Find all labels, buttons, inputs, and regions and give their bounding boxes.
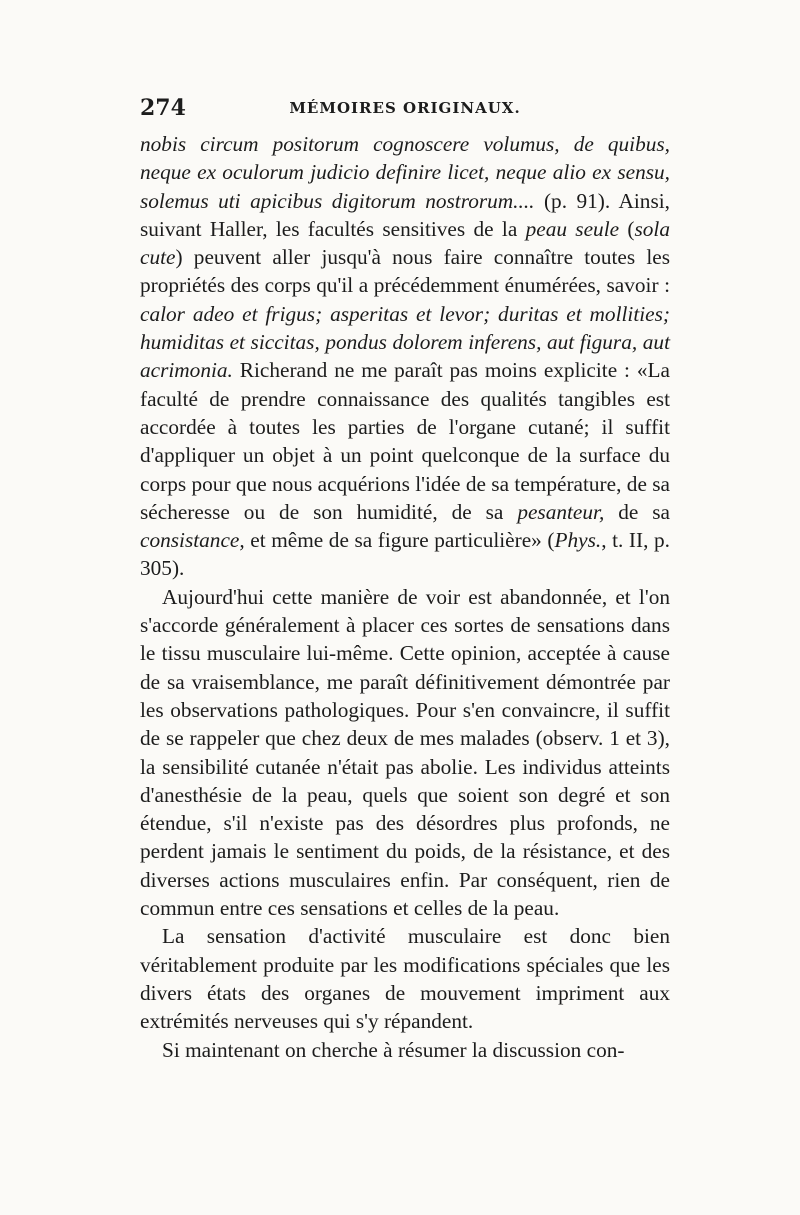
text-run: ( — [619, 216, 635, 241]
paragraph-1 — [140, 130, 670, 583]
italic-term: peau seule — [525, 216, 620, 241]
citation-title: Phys. — [554, 528, 602, 553]
page-number: 274 — [140, 95, 186, 121]
text-run: et même de sa figure particulière» ( — [244, 528, 555, 553]
paragraph-3: La sensation d'activité musculaire est donc bien véritablement produite par les modifications spéciales que les divers états des organes de mouvement impriment aux extrémités nerveuses qui s'y répandent. — [140, 924, 670, 1034]
latin-quote: calor adeo et frigus; asperitas et levor; duritas et mollities; humiditas et siccitas, pondus dolorem inferens, aut figura, aut acrimonia. — [140, 301, 670, 383]
paragraph-2: Aujourd'hui cette manière de voir est abandonnée, et l'on s'accorde généralement à placer ces sortes de sensations dans le tissu musculaire lui-même. Cette opinion, acceptée à cause de sa vraisemblance, me paraît définitivement démontrée par les observations pathologiques. Pour s'en convaincre, il suffit de se rappeler que chez deux de mes malades (observ. 1 et 3), la sensibilité cutanée n'était pas abolie. Les individus atteints d'anesthésie de la peau, quels que soient son degré et son étendue, s'il n'existe pas des désordres plus profonds, ne perdent jamais le sentiment du poids, de la résistance, et des diverses actions musculaires enfin. Par conséquent, rien de commun entre ces sensations et celles de la peau. — [140, 584, 670, 921]
text-run: , t. II, p. 305). — [140, 528, 670, 581]
text-run: (p. 91). Ainsi, suivant Haller, les facultés sensitives de la — [140, 188, 670, 241]
text-run: ) peuvent aller jusqu'à nous faire connaître toutes les propriétés des corps qu'il a précédemment énumérées, savoir : — [140, 245, 670, 298]
text-run: Richerand ne me paraît pas moins explicite : «La faculté de prendre connaissance des qualités tangibles est accordée à toutes les parties de l'organe cutané; il suffit d'appliquer un objet à un point quelconque de la surface du corps pour que nous acquérions l'idée de sa température, de sa sécheresse ou de son humidité, de sa — [140, 358, 670, 524]
italic-term: pesanteur, — [517, 499, 605, 524]
paragraph-4: Si maintenant on cherche à résumer la discussion con- — [162, 1037, 625, 1062]
italic-term: consistance, — [140, 528, 245, 553]
latin-quote: nobis circum positorum cognoscere volumus, de quibus, neque ex oculorum judicio definire licet, neque alio ex sensu, solemus uti apicibus digitorum nostrorum.... — [140, 132, 670, 213]
text-run: de sa — [604, 499, 671, 524]
body-text — [140, 130, 670, 1064]
page-header — [140, 95, 670, 125]
italic-term: sola cute — [140, 216, 671, 270]
running-title: MÉMOIRES ORIGINAUX. — [289, 99, 521, 117]
